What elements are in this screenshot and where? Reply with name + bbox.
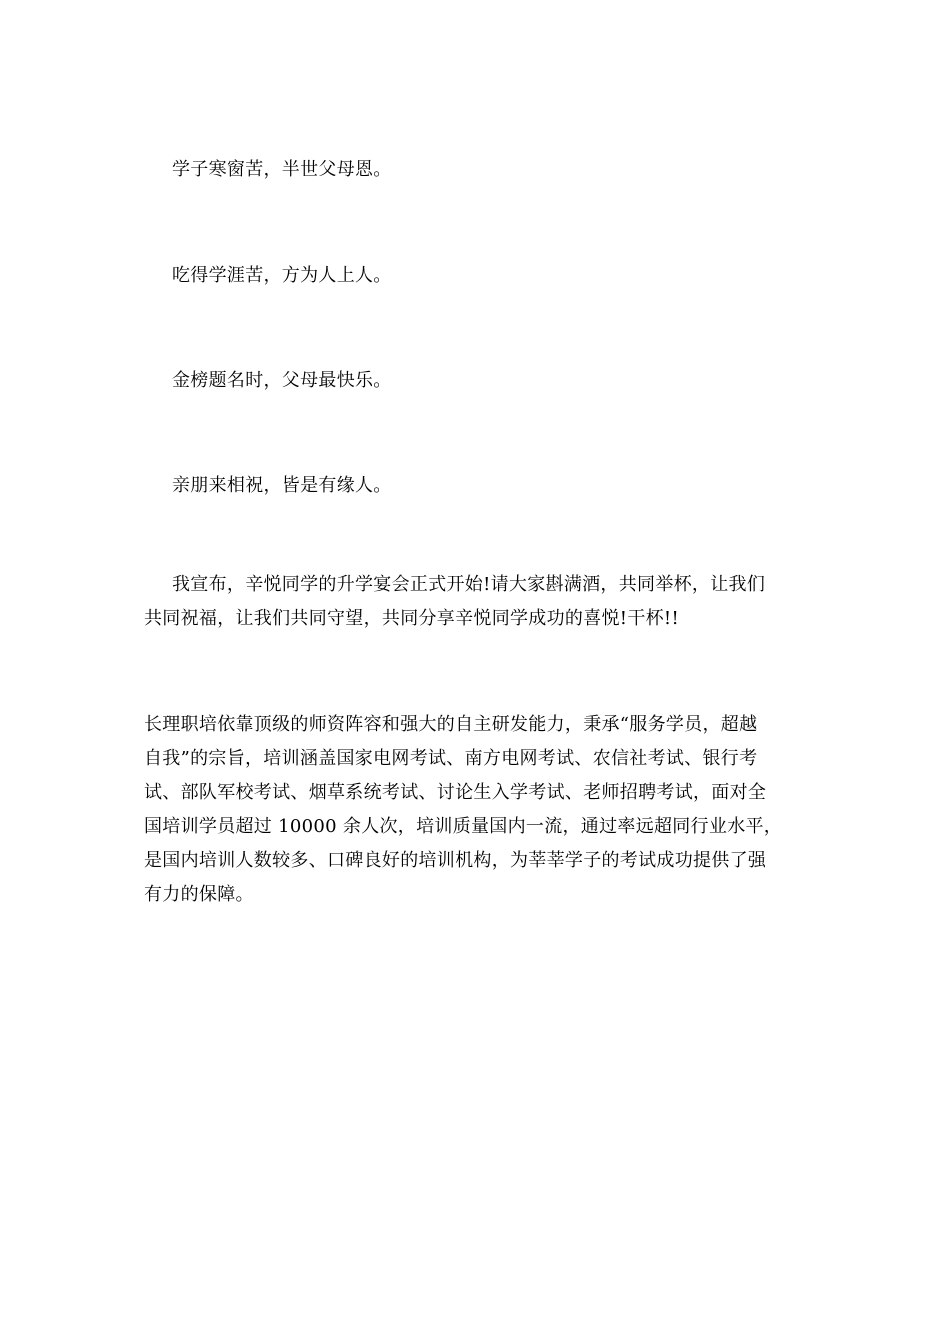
ad-row-1: 长理职培依靠顶级的师资阵容和强大的自主研发能力，秉承“服务学员，超越 bbox=[144, 714, 758, 735]
poem-line-1: 学子寒窗苦，半世父母恩。 bbox=[172, 159, 392, 180]
ad-row-2: 自我”的宗旨，培训涵盖国家电网考试、南方电网考试、农信社考试、银行考 bbox=[144, 748, 758, 769]
poem-line-2: 吃得学涯苦，方为人上人。 bbox=[172, 265, 392, 286]
ad-row-5: 是国内培训人数较多、口碑良好的培训机构，为莘莘学子的考试成功提供了强 bbox=[144, 850, 767, 871]
advertisement-paragraph bbox=[144, 708, 814, 912]
announcement-row-2: 共同祝福，让我们共同守望，共同分享辛悦同学成功的喜悦!干杯!! bbox=[144, 608, 679, 629]
ad-row-3: 试、部队军校考试、烟草系统考试、讨论生入学考试、老师招聘考试，面对全 bbox=[144, 782, 767, 803]
poem-line-4: 亲朋来相祝，皆是有缘人。 bbox=[172, 475, 392, 496]
announcement-row-1: 我宣布，辛悦同学的升学宴会正式开始!请大家斟满酒，共同举杯，让我们 bbox=[172, 574, 766, 595]
ad-row-6: 有力的保障。 bbox=[144, 884, 254, 905]
ad-row-4: 国培训学员超过 10000 余人次，培训质量国内一流，通过率远超同行业水平， bbox=[144, 816, 783, 837]
poem-line-3: 金榜题名时，父母最快乐。 bbox=[172, 370, 392, 391]
announcement-paragraph bbox=[144, 568, 814, 636]
